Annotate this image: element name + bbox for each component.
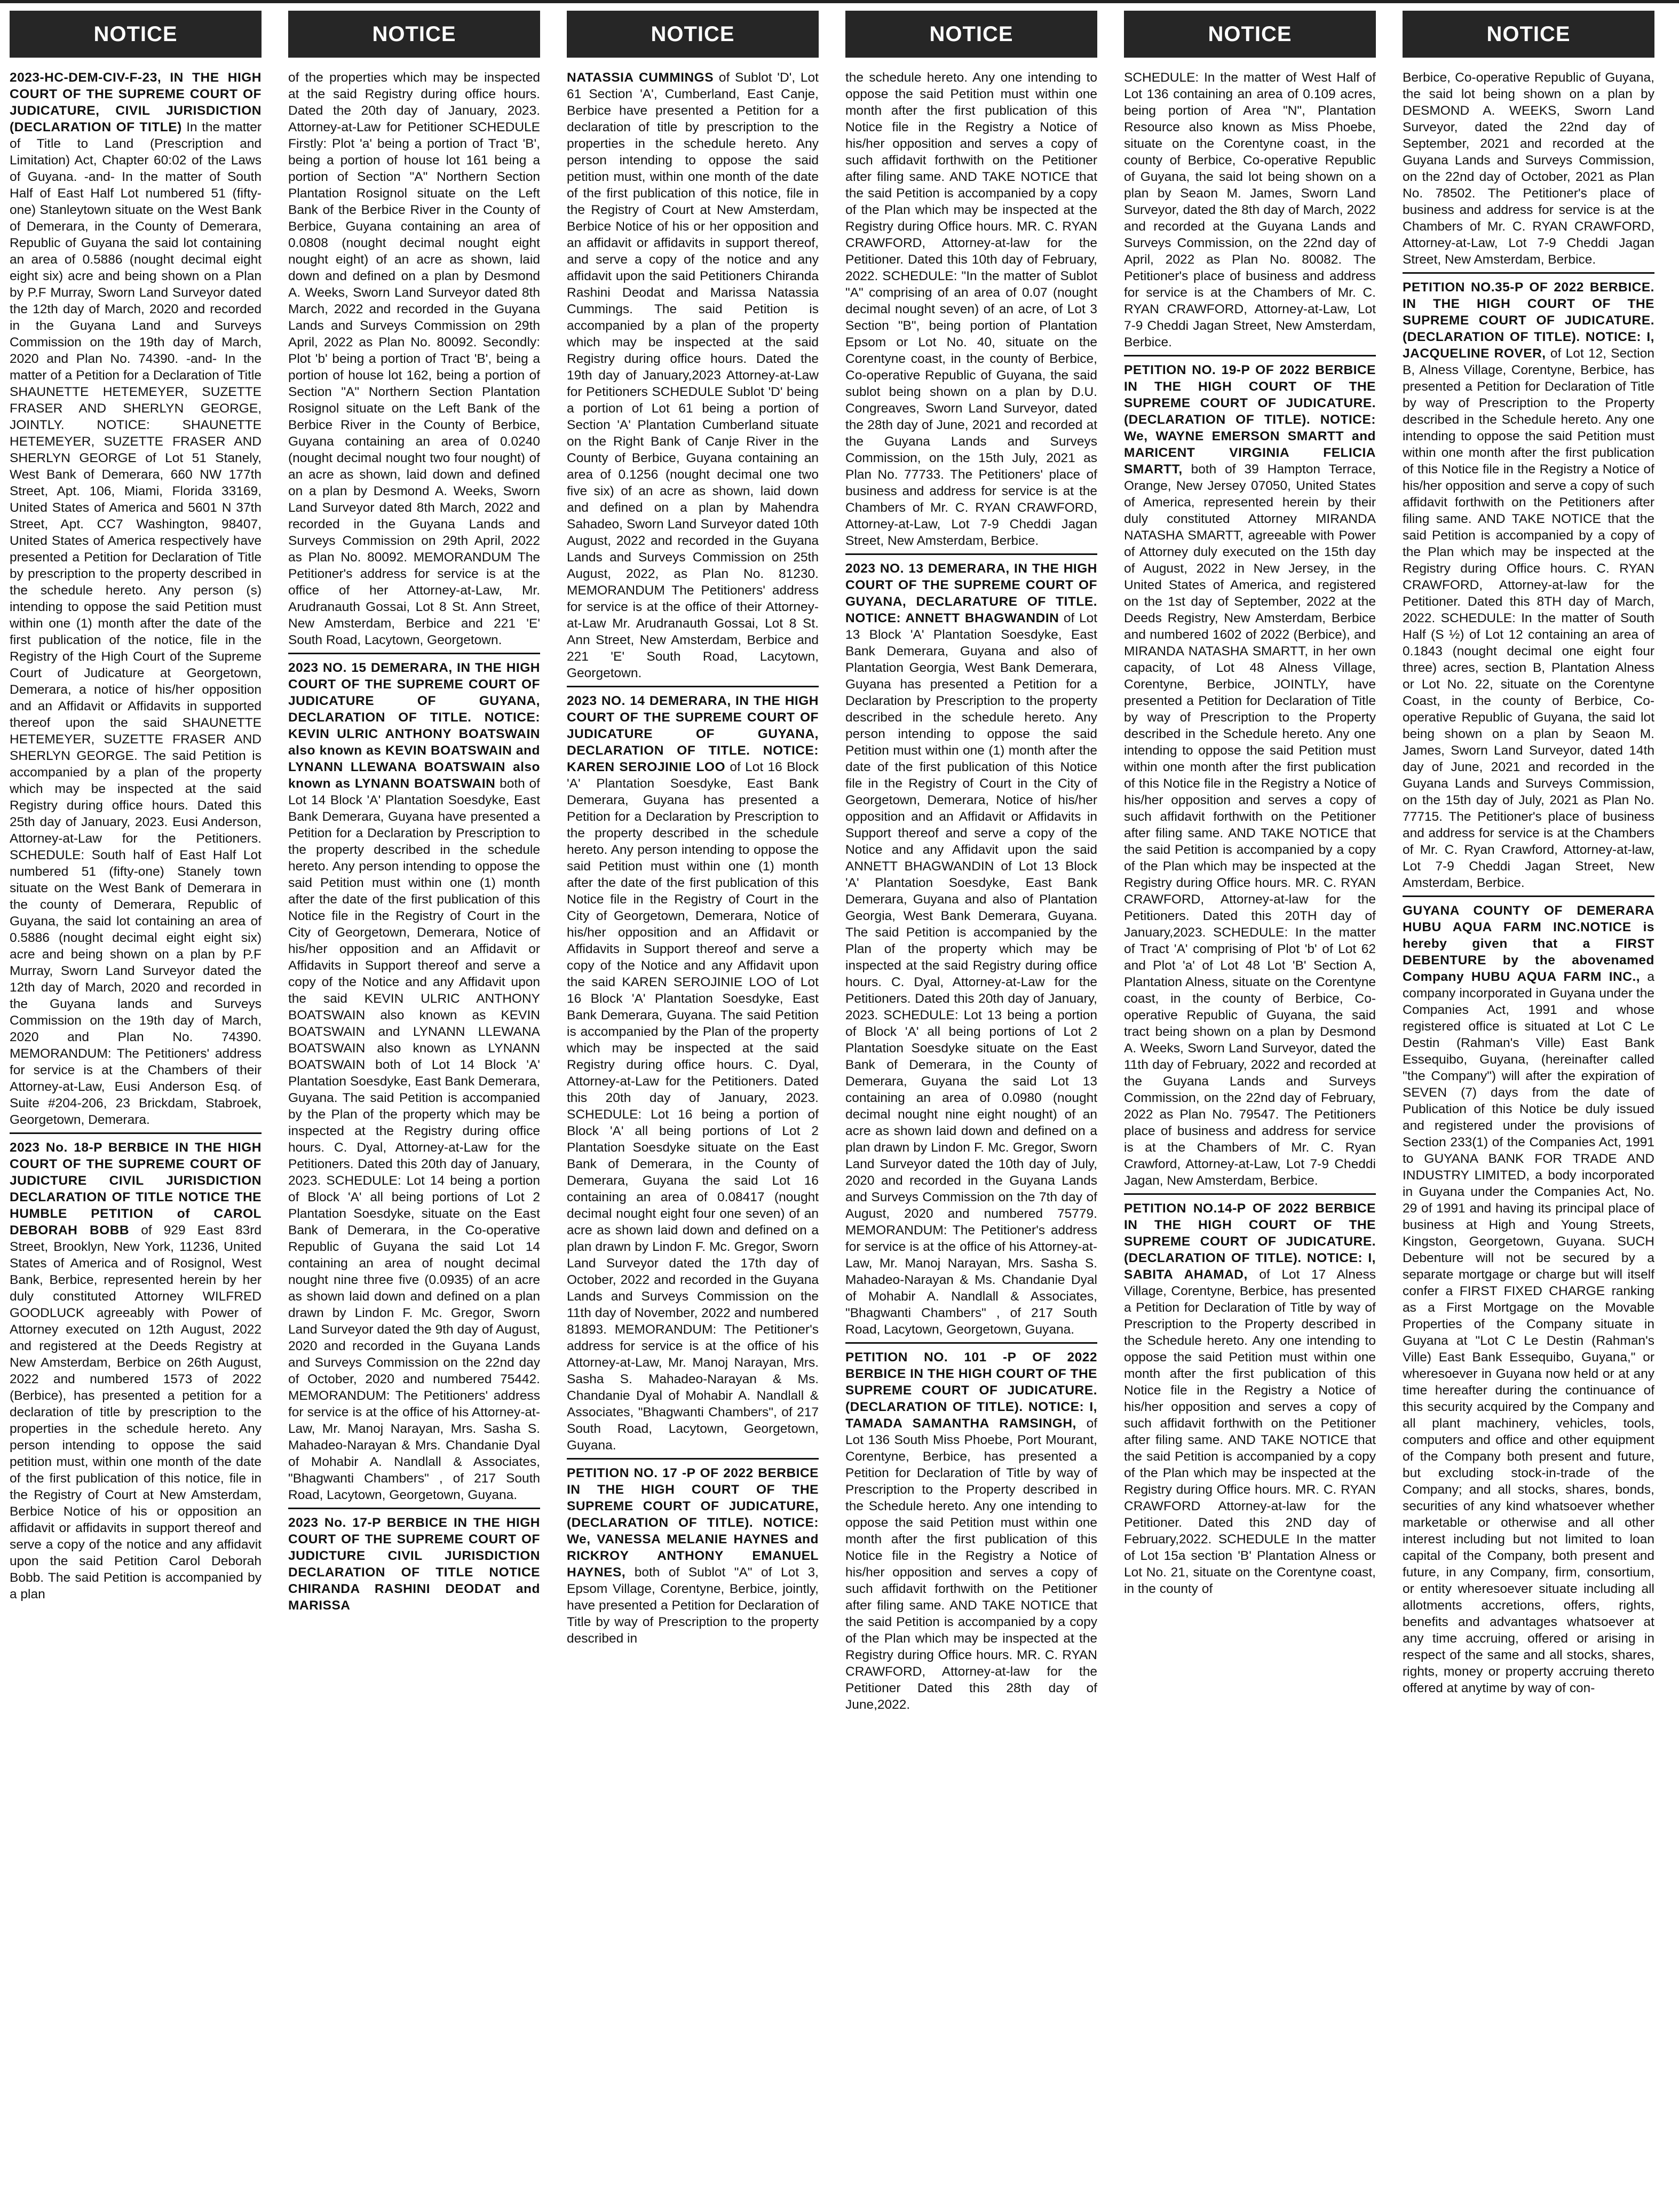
notice-heading: 2023 No. 18-P BERBICE IN THE HIGH COURT OF THE SUPREME COURT OF JUDICTURE CIVIL JURISDICTION DECLARATION OF TITLE NOTICE THE HUMBLE PETITION of CAROL DEBORAH BOBB <box>10 1140 262 1238</box>
notice-heading: 2023 NO. 13 DEMERARA, IN THE HIGH COURT OF THE SUPREME COURT OF GUYANA, DECLARATURE OF TITLE. NOTICE: ANNETT BHAGWANDIN <box>845 561 1097 625</box>
notice <box>1124 362 1376 1195</box>
column-1 <box>2 11 269 2207</box>
column-3 <box>559 11 826 2207</box>
notice <box>845 1349 1097 1717</box>
notice-body: In the matter of Title to Land (Prescription and Limitation) Act, Chapter 60:02 of the Laws of Guyana. -and- In the matter of South Half of East Half Lot numbered 51 (fifty-one) Stanleytown situate on the West Bank of Demerara, in the County of Demerara, Republic of Guyana the said lot containing an area of 0.5886 (nought decimal eight eight six) acre and being shown on a Plan by P.F Murray, Sworn Land Surveyor dated the 12th day of March, 2020 and recorded in the Guyana Land and Surveys Commission on the 19th day of March, 2020 and Plan No. 74390. -and- In the matter of a Petition for a Declaration of Title SHAUNETTE HETEMEYER, SUZETTE FRASER AND SHERLYN GEORGE, JOINTLY. NOTICE: SHAUNETTE HETEMEYER, SUZETTE FRASER AND SHERLYN GEORGE of Lot 51 Stanely, West Bank of Demerara, 660 NW 177th Street, Apt. 106, Miami, Florida 33169, United States of America and 5601 N 37th Street, Apt. CC7 Washington, 98407, United States of America respectively have presented a Petition for Declaration of Title by prescription to the property described in the schedule hereto. Any person (s) intending to oppose the said Petition must within one (1) month after the date of the first publication of the notice, file in the Registry of the High Court of the Supreme Court of Judicature at Georgetown, Demerara, a notice of his/her opposition and an Affidavit or Affidavits in supported thereof upon the said SHAUNETTE HETEMEYER, SUZETTE FRASER AND SHERLYN GEORGE. The said Petition is accompanied by a plan of the property which may be inspected at the said Registry during office hours. Dated this 25th day of January, 2023. Eusi Anderson, Attorney-at-Law for the Petitioners. SCHEDULE: South half of East Half Lot numbered 51 (fifty-one) Stanely town situate on the West Bank of Demerara in the county of Demerara, Republic of Guyana, the said lot containing an area of 0.5886 (nought decimal eight eight six) acre and being shown on a plan by P.F Murray, Sworn Land Surveyor dated the 12th day of March, 2020 and recorded in the Guyana lands and Surveys Commission on the 19th day of March, 2020 and Plan No. 74390. MEMORANDUM: The Petitioners' address for service is at the Chambers of their Attorney-at-Law, Eusi Anderson Esq. of Suite #204-206, 23 Brickdam, Stabroek, Georgetown, Demerara. <box>10 120 262 1127</box>
notice <box>1403 69 1654 274</box>
notice-body: Berbice, Co-operative Republic of Guyana, the said lot being shown on a plan by DESMOND A. WEEKS, Sworn Land Surveyor, dated the 22nd day of September, 2021 and recorded at the Guyana Lands and Surveys Commission, on the 22nd day of October, 2021 as Plan No. 78502. The Petitioner's place of business and address for service is at the Chambers of Mr. C. RYAN CRAWFORD, Attorney-at-Law, Lot 7-9 Cheddi Jagan Street, New Amsterdam, Berbice. <box>1403 70 1654 267</box>
notice-heading: PETITION NO. 101 -P OF 2022 BERBICE IN THE HIGH COURT OF THE SUPREME COURT OF JUDICATURE. (DECLARATION OF TITLE). NOTICE: I, TAMADA SAMANTHA RAMSINGH, <box>845 1350 1097 1431</box>
notice <box>288 69 540 654</box>
column-5 <box>1116 11 1383 2207</box>
notice-heading: PETITION NO.14-P OF 2022 BERBICE IN THE HIGH COURT OF THE SUPREME COURT OF JUDICATURE. (DECLARATION OF TITLE). NOTICE: I, SABITA AHAMAD, <box>1124 1201 1376 1282</box>
notice <box>10 69 262 1134</box>
notice-body: of Sublot 'D', Lot 61 Section 'A', Cumberland, East Canje, Berbice have presented a Petition for a declaration of title by prescription to the properties in the schedule hereto. Any person intending to oppose the said petition must, within one month of the date of the first publication of this notice, file in the Registry of Court at New Amsterdam, Berbice Notice of his or her opposition and an affidavit or affidavits in support thereof, and serve a copy of the notice and any affidavit upon the said Petitioners Chiranda Rashini Deodat and Marissa Natassia Cummings. The said Petition is accompanied by a plan of the property which may be inspected at the said Registry during office hours. Dated the 19th day of January,2023 Attorney-at-Law for Petitioners SCHEDULE Sublot 'D' being a portion of Lot 61 being a portion of Section 'A' Plantation Cumberland situate on the Right Bank of Canje River in the County of Berbice, Guyana containing an area of 0.1256 (nought decimal one two five six) of an acre as shown, laid down and defined on a plan by Mahendra Sahadeo, Sworn Land Surveyor dated 10th August, 2022 and recorded in the Guyana Lands and Surveys Commission on 25th August, 2022, as Plan No. 81230. MEMORANDUM The Petitioners' address for service is at the office of their Attorney-at-Law Mr. Arudranauth Gossai, Lot 8 St. Ann Street, New Amsterdam, Berbice and 221 'E' South Road, Lacytown, Georgetown. <box>567 70 819 680</box>
column-4 <box>838 11 1105 2207</box>
notice-body: both of Sublot "A" of Lot 3, Epsom Village, Corentyne, Berbice, jointly, have presented a Petition for Declaration of Title by way of Prescription to the property described in <box>567 1565 819 1646</box>
notice <box>1403 902 1654 1701</box>
notice-heading: 2023-HC-DEM-CIV-F-23, IN THE HIGH COURT OF THE SUPREME COURT OF JUDICATURE, CIVIL JURISDICTION (DECLARATION OF TITLE) <box>10 70 262 134</box>
notice-heading: 2023 No. 17-P BERBICE IN THE HIGH COURT OF THE SUPREME COURT OF JUDICTURE CIVIL JURISDICTION DECLARATION OF TITLE NOTICE CHIRANDA RASHINI DEODAT and MARISSA <box>288 1516 540 1613</box>
page-top-rule <box>0 0 1679 3</box>
notice <box>288 1515 540 1618</box>
column-body <box>2 69 269 1607</box>
notice-heading: PETITION NO.35-P OF 2022 BERBICE. IN THE HIGH COURT OF THE SUPREME COURT OF JUDICATURE. (DECLARATION OF TITLE). NOTICE: I, JACQUELINE ROVER, <box>1403 280 1654 361</box>
column-header: NOTICE <box>1124 11 1376 58</box>
notice <box>1403 279 1654 897</box>
column-2 <box>281 11 548 2207</box>
notice <box>288 660 540 1509</box>
notice-heading: NATASSIA CUMMINGS <box>567 70 714 85</box>
notice-body: both of Lot 14 Block 'A' Plantation Soesdyke, East Bank Demerara, Guyana have presented a Petition for a Declaration by Prescription to the property described in the schedule hereto. Any person intending to oppose the said Petition must within one (1) month after the date of the first publication of this Notice file in the Registry of Court in the City of Georgetown, Demerara, Notice of his/her opposition and an Affidavit or Affidavits in Support thereof and serve a copy of the Notice and any Affidavit upon the said KEVIN ULRIC ANTHONY BOATSWAIN also known as KEVIN BOATSWAIN and LYNANN LLEWANA BOATSWAIN also known as LYNANN BOATSWAIN both of Lot 14 Block 'A' Plantation Soesdyke, East Bank Demerara, Guyana. The said Petition is accompanied by the Plan of the property which may be inspected at the Registry during office hours. C. Dyal, Attorney-at-Law for the Petitioners. Dated this 20th day of January, 2023. SCHEDULE: Lot 14 being a portion of Block 'A' all being portions of Lot 2 Plantation Soesdyke, situate on the East Bank of Demerara, in the Co-operative Republic of Guyana the said Lot 14 containing an area of nought decimal nought nine three five (0.0935) of an acre as shown laid down and defined on a plan drawn by Lindon F. Mc. Gregor, Sworn Land Surveyor dated the 9th day of August, 2020 and recorded in the Guyana Lands and Surveys Commission on the 22nd day of October, 2020 and numbered 75442. MEMORANDUM: The Petitioners' address for service is at the office of his Attorney-at-Law, Mr. Manoj Narayan, Mrs. Sasha S. Mahadeo-Narayan & Mrs. Chandanie Dyal of Mohabir A. Nandlall & Associates, "Bhagwanti Chambers" , of 217 South Road, Lacytown, Georgetown, Guyana. <box>288 776 540 1502</box>
column-body <box>1116 69 1383 1601</box>
column-header: NOTICE <box>288 11 540 58</box>
notice-body: the schedule hereto. Any one intending to oppose the said Petition must within one month after the first publication of this Notice file in the Registry a Notice of his/her opposition and serves a copy of such affidavit forthwith on the Petitioner after filing same. AND TAKE NOTICE that the said Petition is accompanied by a copy of the Plan which may be inspected at the Registry during Office hours. MR. C. RYAN CRAWFORD, Attorney-at-law for the Petitioner. Dated this 10th day of February, 2022. SCHEDULE: "In the matter of Sublot "A" comprising of an area of 0.07 (nought decimal nought seven) of an acre, of Lot 3 Section "B", being portion of Plantation Epsom or Lot No. 40, situate on the Corentyne coast, in the county of Berbice, Co-operative Republic of Guyana, the said sublot being shown on a plan by D.U. Congreaves, Sworn Land Surveyor, dated the 28th day of June, 2021 and recorded at the Guyana Lands and Surveys Commission, on the 15th July, 2021 as Plan No. 77733. The Petitioners' place of business and address for service is at the Chambers of Mr. C. RYAN CRAWFORD, Attorney-at-Law, Lot 7-9 Cheddi Jagan Street, New Amsterdam, Berbice. <box>845 70 1097 548</box>
notice-heading: 2023 NO. 14 DEMERARA, IN THE HIGH COURT OF THE SUPREME COURT OF JUDICATURE OF GUYANA, DECLARATION OF TITLE. NOTICE: KAREN SEROJINIE LOO <box>567 694 819 774</box>
column-body <box>1395 69 1662 1701</box>
column-header: NOTICE <box>567 11 819 58</box>
notice <box>567 693 819 1460</box>
column-body <box>559 69 826 1651</box>
notice-body: of Lot 12, Section B, Alness Village, Corentyne, Berbice, has presented a Petition for Declaration of Title by way of Prescription to the Property described in the Schedule hereto. Any one intending to oppose the said Petition must within one month after the first publication of this Notice file in the Registry a Notice of his/her opposition and serve a copy of such affidavit forthwith on the Petitioners after filing same. AND TAKE NOTICE that the said Petition is accompanied by a copy of the Plan which may be inspected at the Registry during Office hours. C. RYAN CRAWFORD, Attorney-at-law for the Petitioner. Dated this 8TH day of March, 2022. SCHEDULE: In the matter of South Half (S ½) of Lot 12 containing an area of 0.1843 (nought decimal one eight four three) acres, section B, Plantation Alness or Lot No. 22, situate on the Corentyne Coast, in the county of Berbice, Co-operative Republic of Guyana, the said lot being shown on a plan by Seaon M. James, Sworn Land Surveyor, dated 14th day of June, 2021 and recorded in the Guyana Lands and Surveys Commission, on the 15th day of July, 2021 as Plan No. 77715. The Petitioner's place of business and address for service is at the Chambers of Mr. C. Ryan Crawford, Attorney-at-law, Lot 7-9 Cheddi Jagan Street, New Amsterdam, Berbice. <box>1403 346 1654 890</box>
column-body <box>838 69 1105 1717</box>
column-6 <box>1395 11 1662 2207</box>
notice-body: of 929 East 83rd Street, Brooklyn, New York, 11236, United States of America and of Rosignol, West Bank, Berbice, represented herein by her duly constituted Attorney WILFRED GOODLUCK agreeably with Power of Attorney executed on 12th August, 2022 and registered at the Deeds Registry at New Amsterdam, Berbice on 26th August, 2022 and numbered 1573 of 2022 (Berbice), has presented a petition for a declaration of title by prescription to the properties in the schedule hereto. Any person intending to oppose the said petition must, within one month of the date of the first publication of this notice, file in the Registry of Court at New Amsterdam, Berbice Notice of his or opposition an affidavit or affidavits in support thereof and serve a copy of the notice and any affidavit upon the said Petition Carol Deborah Bobb. The said Petition is accompanied by a plan <box>10 1223 262 1601</box>
column-header: NOTICE <box>1403 11 1654 58</box>
notice <box>845 69 1097 555</box>
notice-body: SCHEDULE: In the matter of West Half of Lot 136 containing an area of 0.109 acres, being portion of Area "N", Plantation Resource also known as Miss Phoebe, situate on the Corentyne coast, in the county of Berbice, Co-operative Republic of Guyana, the said lot being shown on a plan by Seaon M. James, Sworn Land Surveyor, dated the 8th day of March, 2022 and recorded at the Guyana Lands and Surveys Commission, on the 22nd day of April, 2022 as Plan No. 80082. The Petitioner's place of business and address for service is at the Chambers of Mr. C. RYAN CRAWFORD, Attorney-at-Law, Lot 7-9 Cheddi Jagan Street, New Amsterdam, Berbice. <box>1124 70 1376 350</box>
notice <box>845 560 1097 1344</box>
notice-body: both of 39 Hampton Terrace, Orange, New Jersey 07050, United States of America, represented herein by their duly constituted Attorney MIRANDA NATASHA SMARTT, agreeable with Power of Attorney duly executed on the 15th day of August, 2022 in New Jersey, in the United States of America, and registered on the 1st day of September, 2022 at the Deeds Registry, New Amsterdam, Berbice and numbered 1602 of 2022 (Berbice), and MIRANDA NATASHA SMARTT, in her own capacity, of Lot 48 Alness Village, Corentyne, Berbice, JOINTLY, have presented a Petition for Declaration of Title by way of Prescription to the Property described in the Schedule hereto. Any one intending to oppose the said Petition must within one month after the first publication of this Notice file in the Registry a Notice of his/her opposition and serves a copy of such affidavit forthwith on the Petitioner after filing same. AND TAKE NOTICE that the said Petition is accompanied by a copy of the Plan which may be inspected at the Registry during Office hours. MR. C. RYAN CRAWFORD, Attorney-at-law for the Petitioners. Dated this 20TH day of January,2023. SCHEDULE: In the matter of Tract 'A' comprising of Plot 'b' of Lot 62 and Plot 'a' of Lot 48 Lot 'B' Section A, Plantation Alness, situate on the Corentyne coast, in the county of Berbice, Co-operative Republic of Guyana, the said tract being shown on a plan by Desmond A. Weeks, Sworn Land Surveyor, dated the 11th day of February, 2022 and recorded at the Guyana Lands and Surveys Commission, on the 22nd day of February, 2022 as Plan No. 79547. The Petitioners place of business and address for service is at the Chambers of Mr. C. Ryan Crawford, Attorney-at-Law, Lot 7-9 Cheddi Jagan, New Amsterdam, Berbice. <box>1124 462 1376 1188</box>
notice <box>10 1139 262 1607</box>
notice-body: of Lot 16 Block 'A' Plantation Soesdyke, East Bank Demerara, Guyana has presented a Petition for a Declaration by Prescription to the property described in the schedule hereto. Any person intending to oppose the said Petition must within one (1) month after the date of the first publication of this Notice file in the Registry of Court in the City of Georgetown, Demerara, Notice of his/her opposition and an Affidavit or Affidavits in Support thereof and serve a copy of the Notice and any Affidavit upon the said KAREN SEROJINIE LOO of Lot 16 Block 'A' Plantation Soesdyke, East Bank Demerara, Guyana. The said Petition is accompanied by the Plan of the property which may be inspected at the said Registry during office hours. C. Dyal, Attorney-at-Law for the Petitioners. Dated this 20th day of January, 2023. SCHEDULE: Lot 16 being a portion of Block 'A' all being portions of Lot 2 Plantation Soesdyke situate on the East Bank of Demerara, in the County of Demerara, Guyana the said Lot 16 containing an area of 0.08417 (nought decimal nought eight four one seven) of an acre as shown laid down and defined on a plan drawn by Lindon F. Mc. Gregor, Sworn Land Surveyor dated the 17th day of October, 2022 and recorded in the Guyana Lands and Surveys Commission on the 11th day of November, 2022 and numbered 81893. MEMORANDUM: The Petitioner's address for service is at the office of his Attorney-at-Law, Mr. Manoj Narayan, Mrs. Sasha S. Mahadeo-Narayan & Ms. Chandanie Dyal of Mohabir A. Nandlall & Associates, "Bhagwanti Chambers", of 217 South Road, Lacytown, Georgetown, Guyana. <box>567 760 819 1453</box>
notice-heading: GUYANA COUNTY OF DEMERARA HUBU AQUA FARM INC.NOTICE is hereby given that a FIRST DEBENTURE by the abovenamed Company HUBU AQUA FARM INC., <box>1403 903 1654 984</box>
notice-heading: 2023 NO. 15 DEMERARA, IN THE HIGH COURT OF THE SUPREME COURT OF JUDICATURE OF GUYANA, DECLARATION OF TITLE. NOTICE: KEVIN ULRIC ANTHONY BOATSWAIN also known as KEVIN BOATSWAIN and LYNANN LLEWANA BOATSWAIN also known as LYNANN BOATSWAIN <box>288 661 540 791</box>
notice-body: of the properties which may be inspected at the said Registry during office hours. Dated the 20th day of January, 2023. Attorney-at-Law for Petitioner SCHEDULE Firstly: Plot 'a' being a portion of Tract 'B', being a portion of house lot 161 being a portion of Section "A" Northern Section Plantation Rosignol situate on the Left Bank of the Berbice River in the County of Berbice, Guyana containing an area of 0.0808 (nought decimal nought eight nought eight) of an acre as shown, laid down and defined on a plan by Desmond A. Weeks, Sworn Land Surveyor dated 8th March, 2022 and recorded in the Guyana Lands and Surveys Commission on 29th April, 2022 as Plan No. 80092. Secondly: Plot 'b' being a portion of Tract 'B', being a portion of house lot 162, being a portion of Section "A" Northern Section Plantation Rosignol situate on the Left Bank of the Berbice River in the County of Berbice, Guyana containing an area of 0.0240 (nought decimal nought two four nought) of an acre as shown, laid down and defined on a plan by Desmond A. Weeks, Sworn Land Surveyor dated 8th March, 2022 and recorded in the Guyana Lands and Surveys Commission on 29th April, 2022 as Plan No. 80092. MEMORANDUM The Petitioner's address for service is at the office of her Attorney-at-Law, Mr. Arudranauth Gossai, Lot 8 St. Ann Street, New Amsterdam, Berbice and 221 'E' South Road, Lacytown, Georgetown. <box>288 70 540 647</box>
notice-body: a company incorporated in Guyana under the Companies Act, 1991 and whose registered office is situated at Lot C Le Destin (Rahman's Ville) East Bank Essequibo, Guyana, (hereinafter called "the Company") will after the expiration of SEVEN (7) days from the date of Publication of this Notice be duly issued and registered under the provisions of Section 233(1) of the Companies Act, 1991 to GUYANA BANK FOR TRADE AND INDUSTRY LIMITED, a body incorporated in Guyana under the Companies Act, No. 29 of 1991 and having its principal place of business at High and Young Streets, Kingston, Georgetown, Guyana. SUCH Debenture will not be secured by a separate mortgage or charge but will itself confer a FIRST FIXED CHARGE ranking as a First Mortgage on the Movable Properties of the Company situate in Guyana at "Lot C Le Destin (Rahman's Ville) East Bank Essequibo, Guyana," or wheresoever in Guyana now held or at any time hereafter during the continuance of this security acquired by the Company and all plant machinery, vehicles, tools, computers and office and other equipment of the Company both present and future, but excluding stock-in-trade of the Company; and all stocks, shares, bonds, securities of any kind whatsoever whether marketable or otherwise and all other interest including but not limited to loan capital of the Company, both present and future, in any Company, firm, consortium, or entity wheresoever situate including all allotments accretions, offers, rights, benefits and advantages whatsoever at any time accruing, offered or arising in respect of the same and all stocks, shares, rights, money or property accruing thereto offered at anytime by way of con- <box>1403 970 1654 1695</box>
column-body <box>281 69 548 1618</box>
notice <box>1124 1200 1376 1601</box>
notice <box>567 1465 819 1651</box>
column-header: NOTICE <box>10 11 262 58</box>
notice <box>1124 69 1376 356</box>
notice-body: of Lot 13 Block 'A' Plantation Soesdyke, East Bank Demerara, Guyana and also of Plantation Georgia, West Bank Demerara, Guyana has presented a Petition for a Declaration by Prescription to the property described in the schedule hereto. Any person intending to oppose the said Petition must within one (1) month after the date of the first publication of this Notice file in the Registry of Court in the City of Georgetown, Demerara, Notice of his/her opposition and an Affidavit or Affidavits in Support thereof and serve a copy of the Notice and any Affidavit upon the said ANNETT BHAGWANDIN of Lot 13 Block 'A' Plantation Soesdyke, East Bank Demerara, Guyana and also of Plantation Georgia, West Bank Demerara, Guyana. The said Petition is accompanied by the Plan of the property which may be inspected at the said Registry during office hours. C. Dyal, Attorney-at-Law for the Petitioners. Dated this 20th day of January, 2023. SCHEDULE: Lot 13 being a portion of Block 'A' all being portions of Lot 2 Plantation Soesdyke situate on the East Bank of Demerara, in the County of Demerara, Guyana the said Lot 13 containing an area of 0.0980 (nought decimal nought nine eight nought) of an acre as shown laid down and defined on a plan drawn by Lindon F. Mc. Gregor, Sworn Land Surveyor dated the 10th day of July, 2020 and recorded in the Guyana Lands and Surveys Commission on the 7th day of August, 2020 and numbered 75779. MEMORANDUM: The Petitioner's address for service is at the office of his Attorney-at-Law, Mr. Manoj Narayan, Mrs. Sasha S. Mahadeo-Narayan & Ms. Chandanie Dyal of Mohabir A. Nandlall & Associates, "Bhagwanti Chambers" , of 217 South Road, Lacytown, Georgetown, Guyana. <box>845 611 1097 1337</box>
column-header: NOTICE <box>845 11 1097 58</box>
notice <box>567 69 819 687</box>
notice-heading: PETITION NO. 19-P OF 2022 BERBICE IN THE HIGH COURT OF THE SUPREME COURT OF JUDICATURE. (DECLARATION OF TITLE). NOTICE: We, WAYNE EMERSON SMARTT and MARICENT VIRGINIA FELICIA SMARTT, <box>1124 363 1376 477</box>
notice-heading: PETITION NO. 17 -P OF 2022 BERBICE IN THE HIGH COURT OF THE SUPREME COURT OF JUDICATURE, (DECLARATION OF TITLE). NOTICE: We, VANESSA MELANIE HAYNES and RICKROY ANTHONY EMANUEL HAYNES, <box>567 1466 819 1580</box>
notice-body: of Lot 136 South Miss Phoebe, Port Mourant, Corentyne, Berbice, has presented a Petition for Declaration of Title by way of Prescription to the Property described in the Schedule hereto. Any one intending to oppose the said Petition must within one month after the first publication of this Notice file in the Registry a Notice of his/her opposition and serves a copy of such affidavit forthwith on the Petitioner after filing same. AND TAKE NOTICE that the said Petition is accompanied by a copy of the Plan which may be inspected at the Registry during Office hours. MR. C. RYAN CRAWFORD, Attorney-at-law for the Petitioner Dated this 28th day of June,2022. <box>845 1416 1098 1712</box>
notice-body: of Lot 17 Alness Village, Corentyne, Berbice, has presented a Petition for Declaration of Title by way of Prescription to the Property described in the Schedule hereto. Any one intending to oppose the said Petition must within one month after the first publication of this Notice file in the Registry a Notice of his/her opposition and serves a copy of such affidavit forthwith on the Petitioner after filing same. AND TAKE NOTICE that the said Petition is accompanied by a copy of the Plan which may be inspected at the Registry during Office hours. MR. C. RYAN CRAWFORD Attorney-at-law for the Petitioner. Dated this 2ND day of February,2022. SCHEDULE In the matter of Lot 15a section 'B' Plantation Alness or Lot No. 21, situate on the Corentyne coast, in the county of <box>1124 1267 1376 1596</box>
